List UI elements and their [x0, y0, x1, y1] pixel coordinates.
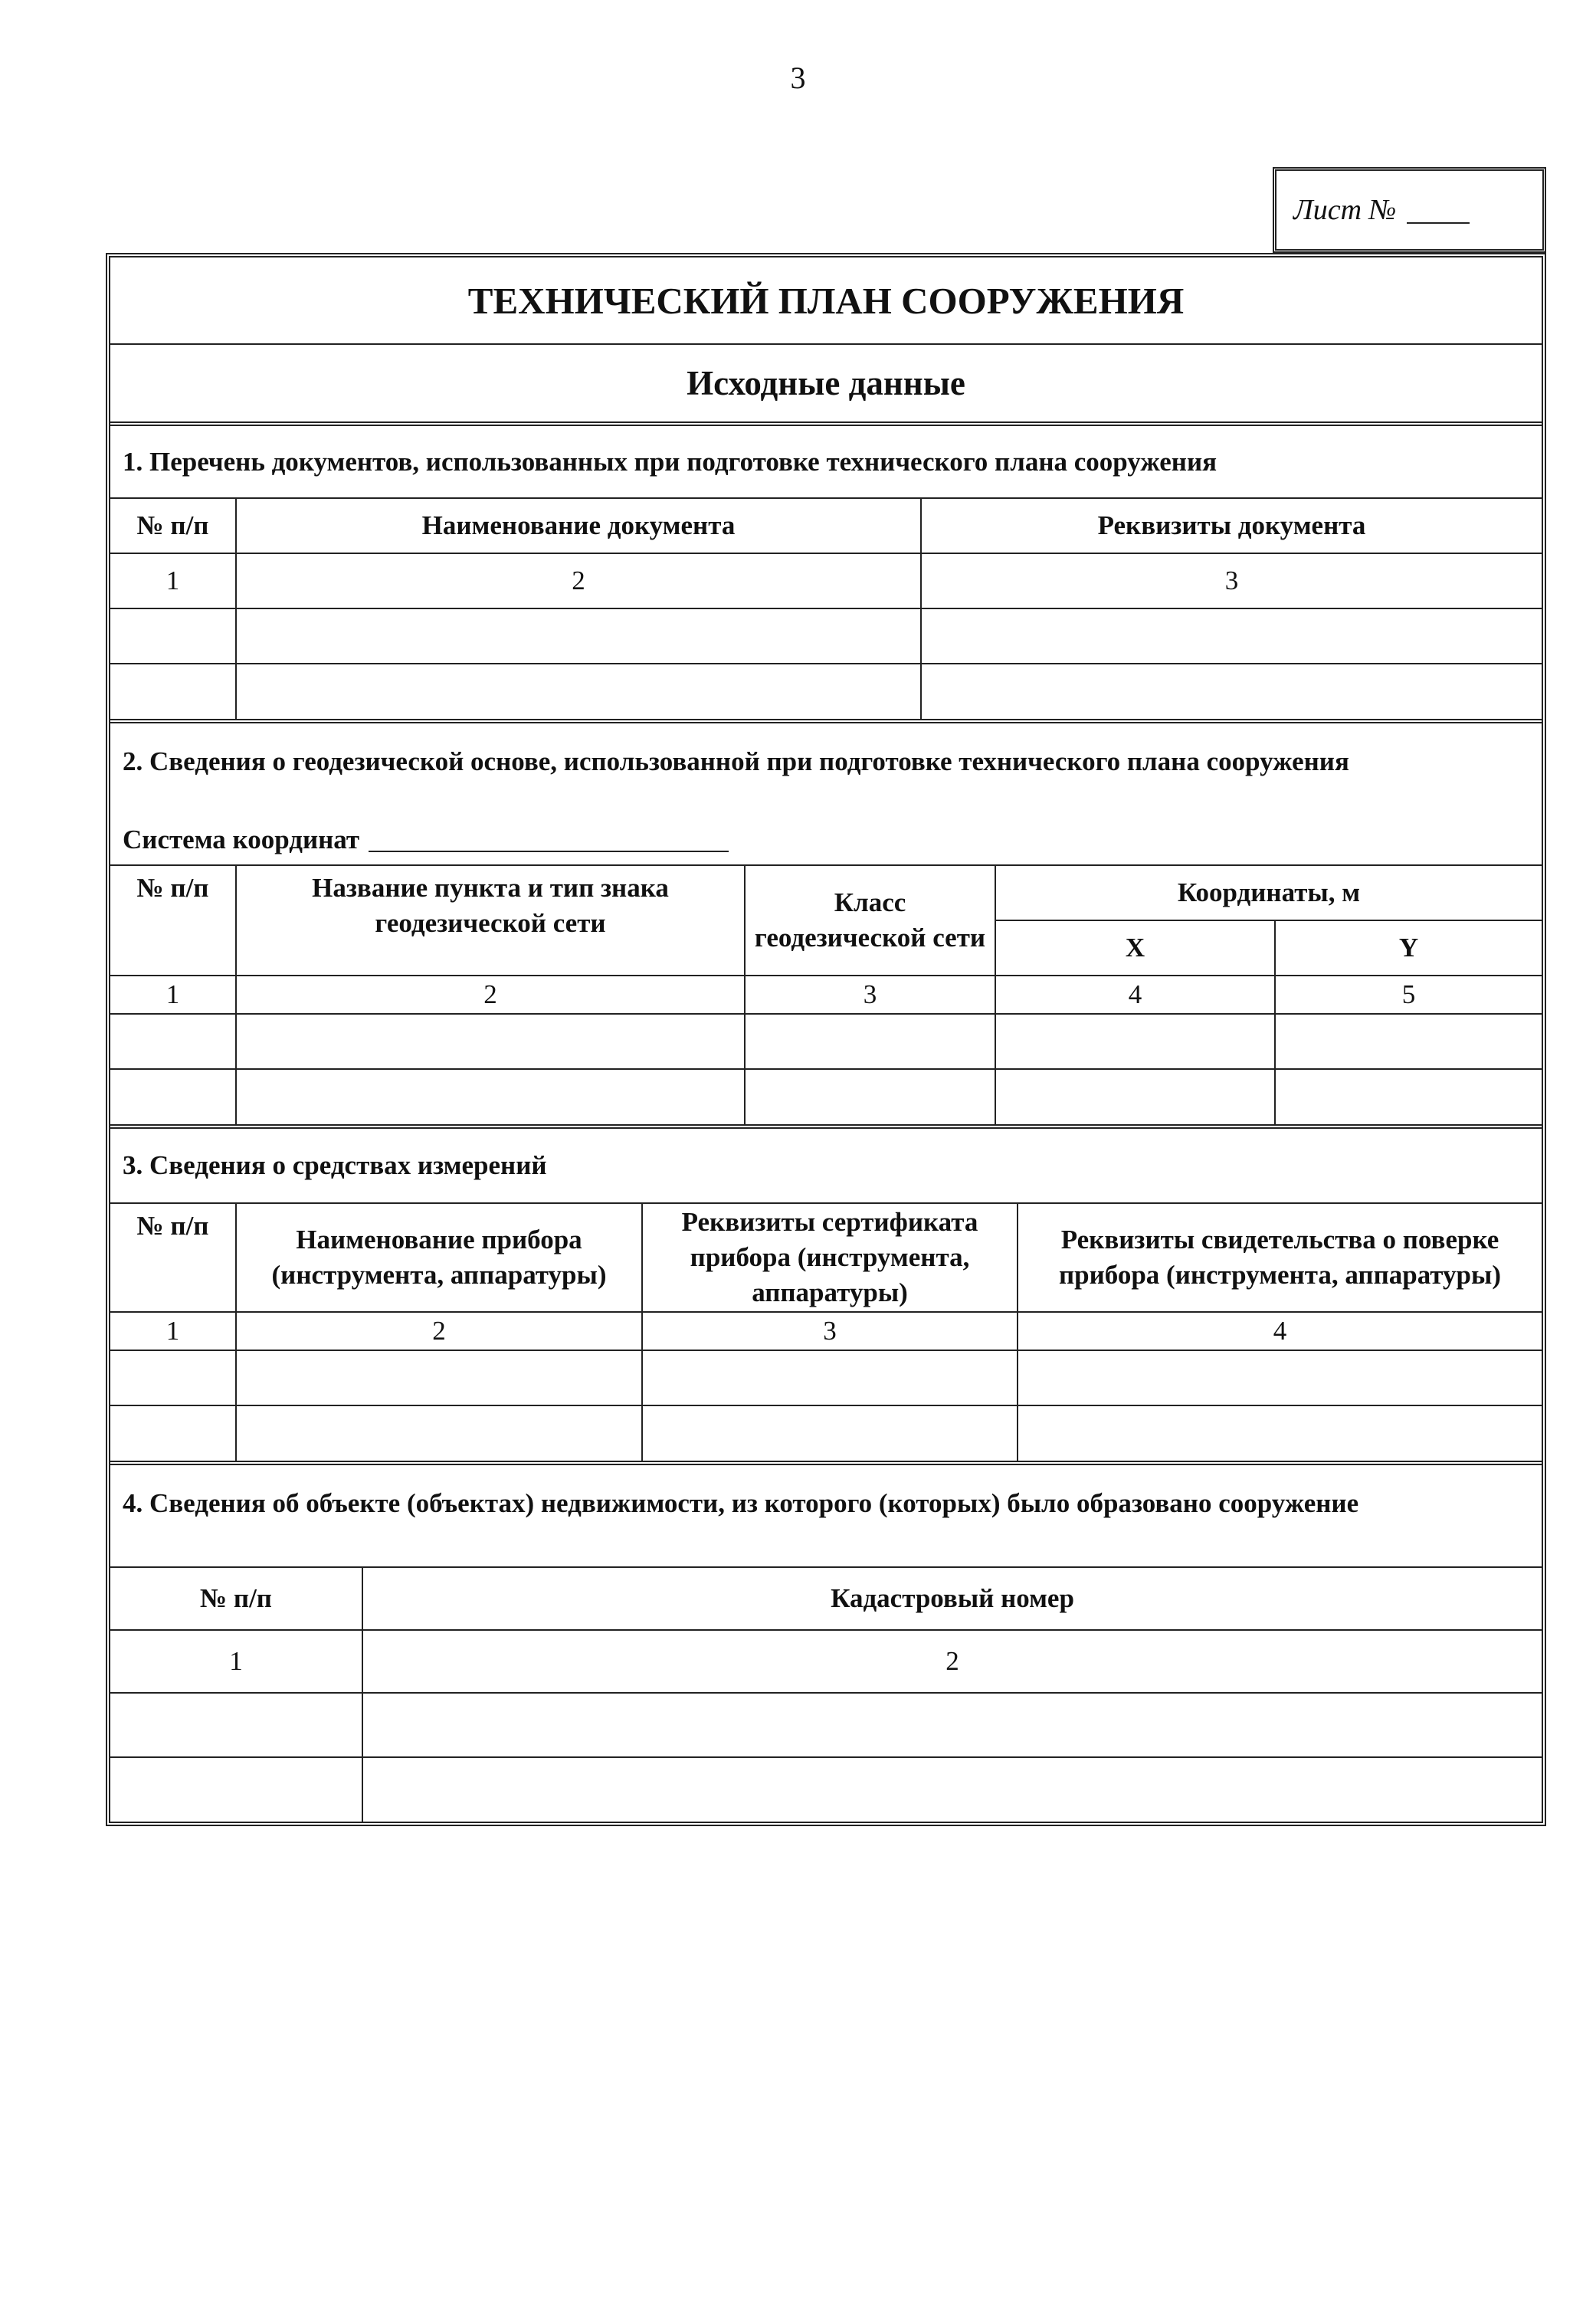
sheet-number-box	[1273, 167, 1546, 253]
table-cell[interactable]	[110, 1405, 236, 1461]
col-number: 3	[745, 976, 995, 1014]
col-number: 3	[642, 1312, 1018, 1350]
col-number: 4	[1018, 1312, 1542, 1350]
col-number: 2	[362, 1630, 1542, 1693]
coordinate-system-field[interactable]	[369, 828, 729, 852]
table-numbering-row	[110, 976, 1542, 1014]
table-header-row	[110, 498, 1542, 553]
sheet-number-field[interactable]	[1407, 196, 1470, 224]
section-source-objects	[110, 1461, 1542, 1822]
table-cell[interactable]	[236, 664, 921, 719]
form-subtitle: Исходные данные	[687, 364, 965, 402]
col-number: 1	[110, 1630, 362, 1693]
table-cell[interactable]	[110, 1693, 362, 1757]
table-cell[interactable]	[236, 1405, 642, 1461]
table-cell[interactable]	[236, 1014, 745, 1069]
table-row	[110, 608, 1542, 664]
table-cell[interactable]	[745, 1014, 995, 1069]
table-cell[interactable]	[1275, 1014, 1542, 1069]
table-cell[interactable]	[110, 664, 236, 719]
form-title: ТЕХНИЧЕСКИЙ ПЛАН СООРУЖЕНИЯ	[110, 257, 1542, 345]
table-cell[interactable]	[110, 608, 236, 664]
section-geodetic-basis	[110, 719, 1542, 1124]
page-number: 3	[790, 61, 806, 95]
table-row	[110, 1405, 1542, 1461]
table-header-row	[110, 865, 1542, 920]
table-cell[interactable]	[362, 1693, 1542, 1757]
col-number: 5	[1275, 976, 1542, 1014]
table-header-row	[110, 1203, 1542, 1312]
table-cell[interactable]	[921, 608, 1542, 664]
col-header-network-class: Класс геодезической сети	[745, 865, 995, 976]
cadastral-table	[110, 1566, 1542, 1822]
table-cell[interactable]	[642, 1405, 1018, 1461]
col-header-y: Y	[1275, 920, 1542, 976]
col-header-certificate-details: Реквизиты сертификата прибора (инструмента, аппаратуры)	[642, 1203, 1018, 1312]
technical-plan-form	[106, 253, 1546, 1826]
table-cell[interactable]	[110, 1069, 236, 1124]
col-number: 1	[110, 553, 236, 608]
table-cell[interactable]	[110, 1757, 362, 1822]
table-cell[interactable]	[642, 1350, 1018, 1405]
geodetic-table	[110, 864, 1542, 1124]
col-header-index: № п/п	[110, 1203, 236, 1312]
col-number: 1	[110, 1312, 236, 1350]
col-header-x: X	[995, 920, 1275, 976]
section-geodetic-title: 2. Сведения о геодезической основе, использованной при подготовке технического плана сооружения	[123, 746, 1349, 776]
col-number: 2	[236, 976, 745, 1014]
col-number: 4	[995, 976, 1275, 1014]
table-cell[interactable]	[921, 664, 1542, 719]
col-number: 3	[921, 553, 1542, 608]
coordinate-system-label: Система координат	[123, 825, 360, 854]
col-header-cadastral-number: Кадастровый номер	[362, 1567, 1542, 1630]
col-number: 2	[236, 553, 921, 608]
col-header-instrument-name: Наименование прибора (инструмента, аппаратуры)	[236, 1203, 642, 1312]
table-row	[110, 1069, 1542, 1124]
table-cell[interactable]	[236, 1350, 642, 1405]
table-cell[interactable]	[1018, 1405, 1542, 1461]
table-row	[110, 1757, 1542, 1822]
col-header-document-name: Наименование документа	[236, 498, 921, 553]
sheet-label: Лист №	[1293, 194, 1397, 226]
col-header-coordinates: Координаты, м	[995, 865, 1542, 920]
table-cell[interactable]	[236, 1069, 745, 1124]
table-cell[interactable]	[995, 1069, 1275, 1124]
col-header-document-details: Реквизиты документа	[921, 498, 1542, 553]
col-header-point-name: Название пункта и тип знака геодезической сети	[236, 865, 745, 976]
table-row	[110, 664, 1542, 719]
section-source-objects-title: 4. Сведения об объекте (объектах) недвижимости, из которого (которых) было образовано сооружение	[123, 1488, 1359, 1518]
instruments-table	[110, 1202, 1542, 1461]
table-cell[interactable]	[236, 608, 921, 664]
table-cell[interactable]	[1275, 1069, 1542, 1124]
col-header-index: № п/п	[110, 1567, 362, 1630]
table-cell[interactable]	[110, 1014, 236, 1069]
col-number: 1	[110, 976, 236, 1014]
coordinate-system-line	[110, 815, 1542, 864]
table-header-row	[110, 1567, 1542, 1630]
col-number: 2	[236, 1312, 642, 1350]
table-numbering-row	[110, 553, 1542, 608]
table-row	[110, 1350, 1542, 1405]
table-cell[interactable]	[362, 1757, 1542, 1822]
table-cell[interactable]	[745, 1069, 995, 1124]
table-row	[110, 1014, 1542, 1069]
section-instruments-title: 3. Сведения о средствах измерений	[123, 1150, 547, 1180]
table-row	[110, 1693, 1542, 1757]
col-header-index: № п/п	[110, 865, 236, 976]
section-documents	[110, 421, 1542, 719]
table-numbering-row	[110, 1312, 1542, 1350]
documents-table	[110, 497, 1542, 719]
table-cell[interactable]	[110, 1350, 236, 1405]
section-measuring-instruments	[110, 1124, 1542, 1461]
section-documents-title: 1. Перечень документов, использованных при подготовке технического плана сооружения	[123, 446, 1217, 477]
table-cell[interactable]	[1018, 1350, 1542, 1405]
col-header-index: № п/п	[110, 498, 236, 553]
table-numbering-row	[110, 1630, 1542, 1693]
table-cell[interactable]	[995, 1014, 1275, 1069]
col-header-verification-details: Реквизиты свидетельства о поверке прибора (инструмента, аппаратуры)	[1018, 1203, 1542, 1312]
